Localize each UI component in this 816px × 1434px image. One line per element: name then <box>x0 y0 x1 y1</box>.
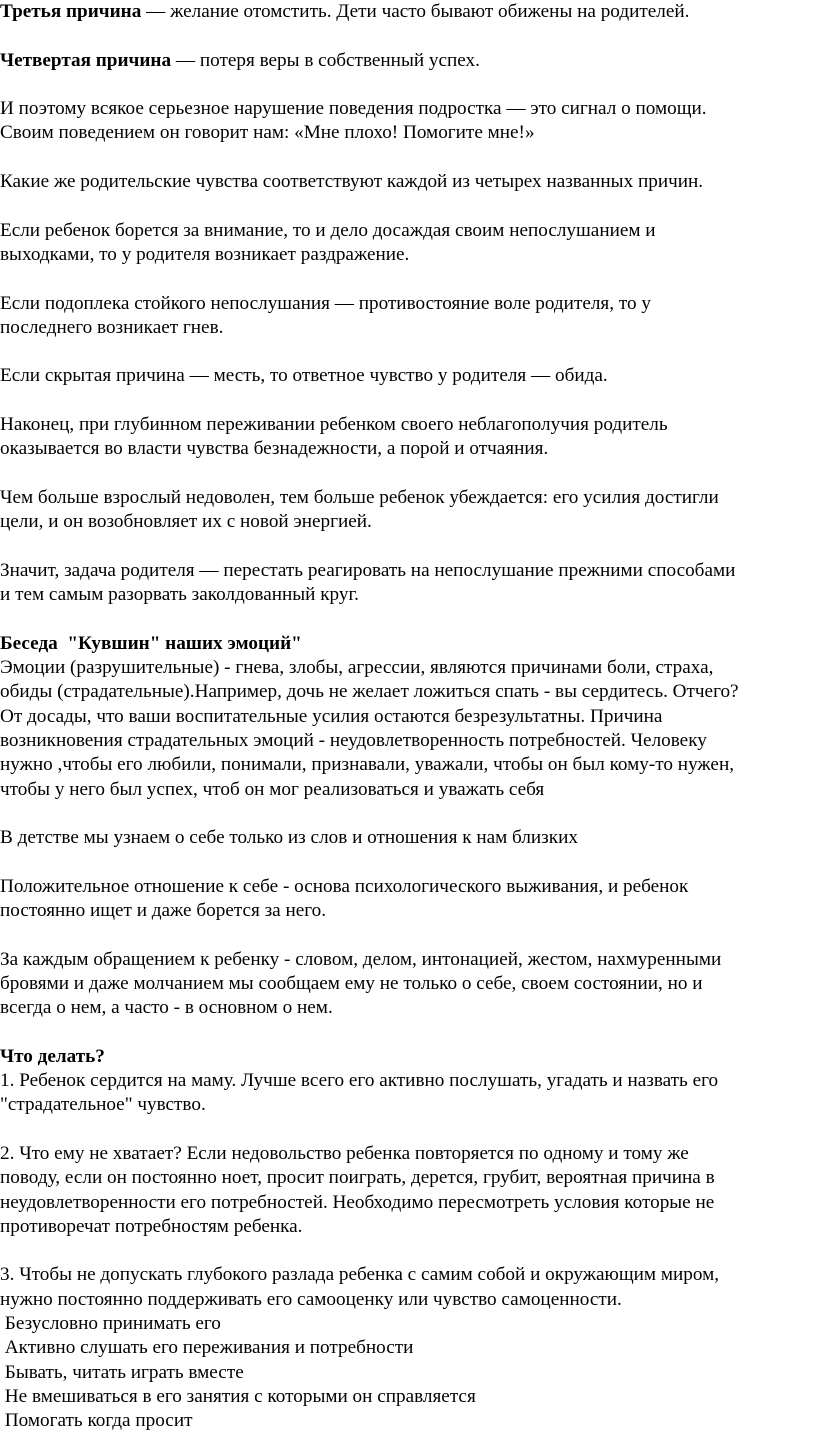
paragraph-text: — желание отомстить. Дети часто бывают обижены на родителей. <box>141 1 690 22</box>
section-heading <box>0 1045 816 1069</box>
text-line: всегда о нем, а часто - в основном о нем. <box>0 997 333 1019</box>
blank-line <box>0 73 816 97</box>
text-line: оказывается во власти чувства безнадежности, а порой и отчаяния. <box>0 438 549 460</box>
text-line: поводу, если он постоянно ноет, просит поиграть, дерется, грубит, вероятная причина в <box>0 1167 715 1189</box>
text-line: и тем самым разорвать заколдованный круг. <box>0 584 359 606</box>
blank-line <box>0 24 816 48</box>
text-line: Значит, задача родителя — перестать реагировать на непослушание прежними способами <box>0 559 736 581</box>
list-item: Безусловно принимать его <box>0 1313 221 1335</box>
text-line: выходками, то у родителя возникает раздражение. <box>0 243 410 265</box>
text-line: обиды (страдательные).Например, дочь не желает ложиться спать - вы сердитесь. Отчего? <box>0 681 739 703</box>
list-item: Не вмешиваться в его занятия с которыми он справляется <box>0 1385 476 1407</box>
list-item: Активно слушать его переживания и потребности <box>0 1337 414 1359</box>
section-heading <box>0 632 816 656</box>
paragraph-fourth-reason <box>0 49 816 73</box>
blank-line <box>0 923 816 947</box>
blank-line <box>0 1020 816 1044</box>
text-line: Чем больше взрослый недоволен, тем больше ребенок убеждается: его усилия достигли <box>0 486 719 508</box>
blank-line <box>0 389 816 413</box>
text-line: "страдательное" чувство. <box>0 1094 206 1116</box>
text-line: Если скрытая причина — месть, то ответное чувство у родителя — обида. <box>0 365 608 387</box>
text-line: Наконец, при глубинном переживании ребенком своего неблагополучия родитель <box>0 414 668 436</box>
text-line: противоречат потребностям ребенка. <box>0 1215 303 1237</box>
bold-lead: Третья причина <box>0 1 142 22</box>
text-line: Если ребенок борется за внимание, то и дело досаждая своим непослушанием и <box>0 219 656 241</box>
blank-line <box>0 340 816 364</box>
text-line: За каждым обращением к ребенку - словом, делом, интонацией, жестом, нахмуренными <box>0 948 722 970</box>
text-line: возникновения страдательных эмоций - неудовлетворенность потребностей. Человеку <box>0 729 707 751</box>
text-line: 1. Ребенок сердится на маму. Лучше всего его активно послушать, угадать и назвать его <box>0 1070 719 1092</box>
text-line: Какие же родительские чувства соответствуют каждой из четырех названных причин. <box>0 171 704 193</box>
blank-line <box>0 802 816 826</box>
blank-line <box>0 850 816 874</box>
paragraph-third-reason <box>0 0 816 24</box>
text-line: Если подоплека стойкого непослушания — противостояние воле родителя, то у <box>0 292 651 314</box>
blank-line <box>0 194 816 218</box>
text-line: чтобы у него был успех, чтоб он мог реализоваться и уважать себя <box>0 778 545 800</box>
blank-line <box>0 1239 816 1263</box>
text-line: нужно постоянно поддерживать его самооценку или чувство самоценности. <box>0 1288 622 1310</box>
text-line: нужно ,чтобы его любили, понимали, признавали, уважали, чтобы он был кому-то нужен, <box>0 754 735 776</box>
blank-line <box>0 146 816 170</box>
paragraph-text: — потеря веры в собственный успех. <box>171 49 480 71</box>
text-line: 3. Чтобы не допускать глубокого разлада ребенка с самим собой и окружающим миром, <box>0 1264 720 1286</box>
text-line: цели, и он возобновляет их с новой энергией. <box>0 511 372 533</box>
list-item: Помогать когда просит <box>0 1410 193 1432</box>
text-line: последнего возникает гнев. <box>0 316 224 338</box>
text-line: бровями и даже молчанием мы сообщаем ему не только о себе, своем состоянии, но и <box>0 972 703 994</box>
blank-line <box>0 607 816 631</box>
bold-lead: Четвертая причина <box>0 49 172 71</box>
text-line: 2. Что ему не хватает? Если недовольство ребенка повторяется по одному и тому же <box>0 1142 689 1164</box>
blank-line <box>0 535 816 559</box>
text-line: Положительное отношение к себе - основа психологического выживания, и ребенок <box>0 875 689 897</box>
text-line: неудовлетворенности его потребностей. Необходимо пересмотреть условия которые не <box>0 1191 715 1213</box>
heading-text: Что делать? <box>0 1045 105 1067</box>
text-line: В детстве мы узнаем о себе только из слов и отношения к нам близких <box>0 827 578 849</box>
blank-line <box>0 1118 816 1142</box>
text-line: И поэтому всякое серьезное нарушение поведения подростка — это сигнал о помощи. <box>0 98 707 120</box>
text-line: Эмоции (разрушительные) - гнева, злобы, агрессии, являются причинами боли, страха, <box>0 657 714 679</box>
text-line: Своим поведением он говорит нам: «Мне плохо! Помогите мне!» <box>0 122 535 144</box>
heading-text: Беседа "Кувшин" наших эмоций" <box>0 632 302 654</box>
blank-line <box>0 267 816 291</box>
text-line: От досады, что ваши воспитательные усилия остаются безрезультатны. Причина <box>0 705 663 727</box>
blank-line <box>0 462 816 486</box>
list-item: Бывать, читать играть вместе <box>0 1361 244 1383</box>
text-line: постоянно ищет и даже борется за него. <box>0 899 327 921</box>
